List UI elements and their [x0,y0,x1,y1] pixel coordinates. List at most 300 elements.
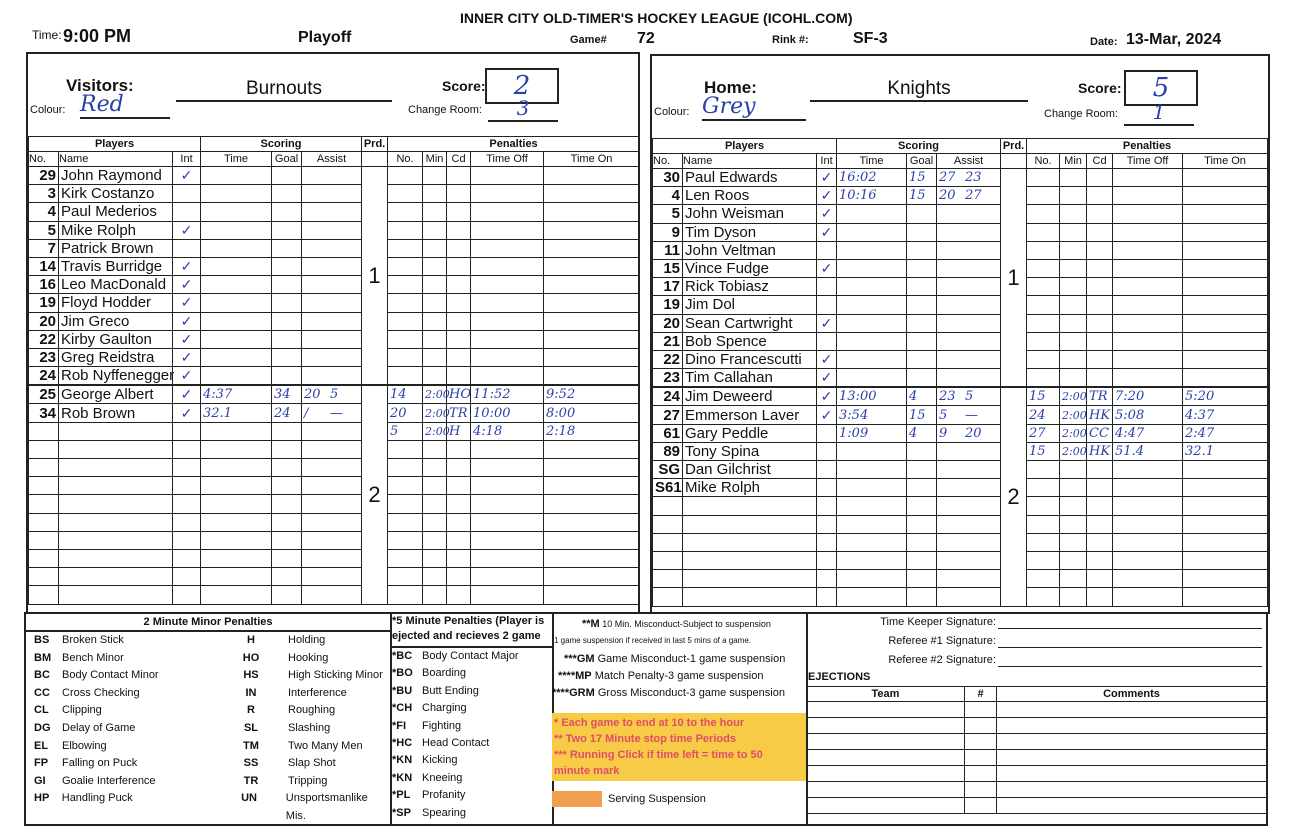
penalty-off[interactable] [1113,570,1183,588]
scoring-assist[interactable] [302,167,362,185]
player-number[interactable]: 19 [653,296,683,314]
scoring-goal[interactable] [907,588,937,606]
penalty-off[interactable]: 11:52 [471,385,544,404]
penalty-cd[interactable]: HK [1087,442,1113,460]
scoring-goal[interactable] [272,459,302,477]
player-name[interactable]: John Weisman [683,205,817,223]
penalty-on[interactable] [1183,278,1268,296]
penalty-no[interactable] [388,549,423,567]
penalty-no[interactable] [1027,479,1060,497]
intent-check[interactable] [173,549,201,567]
scoring-time[interactable] [837,296,907,314]
penalty-off[interactable] [471,477,544,495]
player-name[interactable] [59,513,173,531]
penalty-off[interactable] [471,239,544,257]
penalty-off[interactable] [471,167,544,185]
player-number[interactable]: 4 [653,187,683,205]
penalty-off[interactable] [1113,187,1183,205]
penalty-off[interactable] [1113,223,1183,241]
ejection-comments[interactable] [997,734,1267,750]
scoring-assist[interactable] [302,568,362,586]
penalty-no[interactable] [1027,570,1060,588]
penalty-off[interactable]: 10:00 [471,404,544,422]
penalty-min[interactable] [1060,169,1087,187]
player-number[interactable]: S61 [653,479,683,497]
scoring-goal[interactable] [272,422,302,440]
intent-check[interactable]: ✓ [817,350,837,368]
scoring-goal[interactable] [907,259,937,277]
player-name[interactable]: Dan Gilchrist [683,461,817,479]
penalty-no[interactable] [388,330,423,348]
penalty-on[interactable] [544,330,640,348]
penalty-off[interactable] [1113,241,1183,259]
scoring-time[interactable] [837,259,907,277]
intent-check[interactable]: ✓ [173,404,201,422]
penalty-no[interactable] [1027,259,1060,277]
scoring-time[interactable] [201,513,272,531]
penalty-cd[interactable] [447,495,471,513]
penalty-off[interactable] [1113,497,1183,515]
scoring-goal[interactable] [272,221,302,239]
penalty-on[interactable] [544,367,640,386]
penalty-on[interactable] [1183,551,1268,569]
penalty-on[interactable] [1183,314,1268,332]
penalty-on[interactable] [544,257,640,275]
penalty-cd[interactable] [1087,332,1113,350]
scoring-assist[interactable] [937,314,1001,332]
penalty-off[interactable]: 5:08 [1113,406,1183,424]
player-number[interactable]: 29 [29,167,59,185]
scoring-time[interactable] [201,312,272,330]
penalty-on[interactable] [1183,241,1268,259]
penalty-on[interactable]: 2:18 [544,422,640,440]
intent-check[interactable] [173,586,201,604]
player-number[interactable] [29,549,59,567]
intent-check[interactable]: ✓ [173,294,201,312]
player-number[interactable] [29,513,59,531]
ejection-team[interactable] [807,766,965,782]
player-name[interactable]: Bob Spence [683,332,817,350]
penalty-on[interactable] [544,203,640,221]
penalty-cd[interactable] [1087,241,1113,259]
scoring-assist[interactable] [937,223,1001,241]
intent-check[interactable] [817,497,837,515]
penalty-min[interactable] [1060,223,1087,241]
player-number[interactable]: 22 [653,350,683,368]
penalty-cd[interactable] [447,257,471,275]
penalty-on[interactable] [1183,515,1268,533]
scoring-goal[interactable] [907,497,937,515]
penalty-on[interactable] [1183,187,1268,205]
player-number[interactable]: 25 [29,385,59,404]
timekeeper-line[interactable] [998,628,1262,629]
scoring-assist[interactable] [937,350,1001,368]
player-name[interactable] [59,531,173,549]
scoring-goal[interactable] [907,570,937,588]
player-name[interactable] [59,459,173,477]
penalty-off[interactable] [471,348,544,366]
penalty-min[interactable] [423,513,447,531]
penalty-off[interactable] [1113,205,1183,223]
penalty-no[interactable] [388,495,423,513]
player-name[interactable]: Rob Nyffenegger [59,367,173,386]
penalty-cd[interactable] [1087,187,1113,205]
penalty-off[interactable] [1113,369,1183,388]
penalty-no[interactable] [388,294,423,312]
player-name[interactable]: Mike Rolph [683,479,817,497]
scoring-time[interactable] [201,495,272,513]
player-name[interactable] [59,477,173,495]
penalty-cd[interactable] [1087,479,1113,497]
scoring-goal[interactable] [907,461,937,479]
penalty-cd[interactable] [1087,497,1113,515]
scoring-time[interactable] [837,515,907,533]
scoring-goal[interactable]: 4 [907,387,937,406]
scoring-goal[interactable]: 24 [272,404,302,422]
penalty-no[interactable] [388,221,423,239]
penalty-off[interactable]: 4:18 [471,422,544,440]
penalty-off[interactable]: 51.4 [1113,442,1183,460]
intent-check[interactable]: ✓ [173,257,201,275]
penalty-no[interactable] [1027,314,1060,332]
penalty-cd[interactable] [447,568,471,586]
penalty-min[interactable] [423,459,447,477]
penalty-no[interactable] [1027,551,1060,569]
player-number[interactable] [653,515,683,533]
penalty-min[interactable] [423,221,447,239]
penalty-on[interactable] [544,440,640,458]
penalty-no[interactable] [388,312,423,330]
player-name[interactable]: Kirby Gaulton [59,330,173,348]
penalty-on[interactable] [544,167,640,185]
penalty-on[interactable] [1183,259,1268,277]
scoring-assist[interactable] [937,296,1001,314]
scoring-time[interactable] [201,568,272,586]
penalty-min[interactable] [423,495,447,513]
scoring-time[interactable]: 16:02 [837,169,907,187]
player-number[interactable]: 21 [653,332,683,350]
penalty-on[interactable] [544,294,640,312]
referee2-line[interactable] [998,666,1262,667]
scoring-assist[interactable] [937,551,1001,569]
penalty-no[interactable]: 27 [1027,424,1060,442]
intent-check[interactable] [173,477,201,495]
player-name[interactable]: Rick Tobiasz [683,278,817,296]
scoring-assist[interactable] [937,259,1001,277]
penalty-min[interactable] [1060,332,1087,350]
scoring-goal[interactable] [272,586,302,604]
penalty-min[interactable] [423,167,447,185]
penalty-min[interactable] [1060,187,1087,205]
ejection-team[interactable] [807,702,965,718]
scoring-goal[interactable] [907,350,937,368]
intent-check[interactable]: ✓ [817,387,837,406]
penalty-cd[interactable]: TR [447,404,471,422]
penalty-min[interactable] [1060,533,1087,551]
scoring-assist[interactable] [302,185,362,203]
penalty-cd[interactable] [1087,278,1113,296]
penalty-cd[interactable] [447,459,471,477]
penalty-cd[interactable] [1087,350,1113,368]
player-name[interactable]: Paul Mederios [59,203,173,221]
penalty-min[interactable] [423,531,447,549]
penalty-no[interactable] [1027,187,1060,205]
scoring-assist[interactable] [302,348,362,366]
penalty-off[interactable] [471,257,544,275]
penalty-off[interactable] [1113,350,1183,368]
player-name[interactable]: Kirk Costanzo [59,185,173,203]
scoring-assist[interactable] [302,276,362,294]
scoring-time[interactable] [201,294,272,312]
penalty-no[interactable]: 14 [388,385,423,404]
player-name[interactable] [683,570,817,588]
penalty-min[interactable] [1060,350,1087,368]
penalty-no[interactable]: 24 [1027,406,1060,424]
penalty-min[interactable] [1060,278,1087,296]
player-number[interactable]: 89 [653,442,683,460]
player-name[interactable] [683,533,817,551]
penalty-cd[interactable] [1087,205,1113,223]
penalty-cd[interactable] [447,477,471,495]
player-name[interactable]: Floyd Hodder [59,294,173,312]
scoring-assist[interactable] [302,586,362,604]
ejection-number[interactable] [965,782,997,798]
scoring-assist[interactable] [302,477,362,495]
penalty-off[interactable] [1113,296,1183,314]
scoring-assist[interactable] [937,479,1001,497]
player-number[interactable] [29,495,59,513]
intent-check[interactable] [817,533,837,551]
ejection-number[interactable] [965,750,997,766]
player-number[interactable]: 24 [29,367,59,386]
player-name[interactable]: Jim Deweerd [683,387,817,406]
player-name[interactable] [683,515,817,533]
scoring-goal[interactable] [907,223,937,241]
penalty-cd[interactable] [447,276,471,294]
penalty-cd[interactable] [1087,314,1113,332]
penalty-min[interactable] [423,586,447,604]
penalty-no[interactable] [1027,369,1060,388]
penalty-min[interactable] [423,294,447,312]
penalty-off[interactable]: 7:20 [1113,387,1183,406]
intent-check[interactable] [817,570,837,588]
player-number[interactable]: 34 [29,404,59,422]
player-name[interactable]: Len Roos [683,187,817,205]
penalty-on[interactable] [1183,223,1268,241]
penalty-min[interactable]: 2:00 [423,385,447,404]
intent-check[interactable]: ✓ [173,167,201,185]
penalty-no[interactable] [1027,533,1060,551]
penalty-cd[interactable]: CC [1087,424,1113,442]
penalty-min[interactable] [423,440,447,458]
ejection-number[interactable] [965,702,997,718]
penalty-no[interactable]: 5 [388,422,423,440]
penalty-on[interactable] [544,495,640,513]
scoring-time[interactable] [201,276,272,294]
scoring-time[interactable] [201,586,272,604]
penalty-cd[interactable] [447,330,471,348]
intent-check[interactable] [173,513,201,531]
penalty-off[interactable] [471,367,544,386]
player-name[interactable]: Mike Rolph [59,221,173,239]
intent-check[interactable] [173,203,201,221]
player-number[interactable] [29,586,59,604]
scoring-goal[interactable] [272,203,302,221]
penalty-no[interactable] [388,257,423,275]
scoring-assist[interactable] [302,221,362,239]
penalty-on[interactable] [1183,169,1268,187]
intent-check[interactable]: ✓ [817,169,837,187]
penalty-on[interactable] [1183,369,1268,388]
penalty-min[interactable] [423,568,447,586]
referee1-line[interactable] [998,647,1262,648]
player-name[interactable]: Tim Callahan [683,369,817,388]
penalty-cd[interactable] [447,586,471,604]
scoring-goal[interactable] [272,276,302,294]
penalty-cd[interactable]: HK [1087,406,1113,424]
penalty-off[interactable] [1113,551,1183,569]
scoring-time[interactable] [837,278,907,296]
penalty-off[interactable] [471,531,544,549]
ejection-number[interactable] [965,766,997,782]
scoring-goal[interactable] [272,531,302,549]
ejection-team[interactable] [807,782,965,798]
player-number[interactable]: 61 [653,424,683,442]
scoring-goal[interactable] [907,314,937,332]
scoring-assist[interactable] [302,513,362,531]
penalty-cd[interactable] [447,549,471,567]
scoring-assist[interactable] [937,533,1001,551]
intent-check[interactable] [817,241,837,259]
penalty-off[interactable] [1113,461,1183,479]
ejection-comments[interactable] [997,718,1267,734]
intent-check[interactable] [173,568,201,586]
scoring-goal[interactable] [907,479,937,497]
penalty-no[interactable] [388,276,423,294]
penalty-off[interactable] [471,294,544,312]
penalty-on[interactable]: 2:47 [1183,424,1268,442]
player-number[interactable]: 9 [653,223,683,241]
intent-check[interactable] [817,296,837,314]
penalty-cd[interactable]: TR [1087,387,1113,406]
scoring-goal[interactable]: 15 [907,187,937,205]
penalty-on[interactable]: 5:20 [1183,387,1268,406]
scoring-assist[interactable] [937,205,1001,223]
player-number[interactable]: 4 [29,203,59,221]
ejection-comments[interactable] [997,782,1267,798]
scoring-goal[interactable] [907,369,937,388]
scoring-assist[interactable] [302,203,362,221]
scoring-goal[interactable] [272,549,302,567]
player-name[interactable]: John Veltman [683,241,817,259]
penalty-cd[interactable] [447,294,471,312]
player-number[interactable]: 24 [653,387,683,406]
scoring-time[interactable] [837,461,907,479]
player-name[interactable]: John Raymond [59,167,173,185]
penalty-off[interactable] [1113,169,1183,187]
penalty-on[interactable] [544,348,640,366]
penalty-no[interactable] [1027,461,1060,479]
scoring-time[interactable] [201,531,272,549]
scoring-time[interactable] [201,549,272,567]
scoring-time[interactable] [837,369,907,388]
intent-check[interactable]: ✓ [817,369,837,388]
scoring-goal[interactable]: 4 [907,424,937,442]
penalty-on[interactable] [544,185,640,203]
penalty-min[interactable] [1060,551,1087,569]
intent-check[interactable]: ✓ [817,259,837,277]
intent-check[interactable] [817,424,837,442]
penalty-min[interactable] [423,549,447,567]
player-number[interactable]: 17 [653,278,683,296]
penalty-cd[interactable] [447,513,471,531]
scoring-time[interactable] [837,497,907,515]
intent-check[interactable] [173,422,201,440]
penalty-off[interactable] [471,203,544,221]
player-name[interactable]: Leo MacDonald [59,276,173,294]
penalty-min[interactable] [423,367,447,386]
penalty-cd[interactable] [447,221,471,239]
penalty-off[interactable]: 4:47 [1113,424,1183,442]
scoring-goal[interactable] [272,367,302,386]
scoring-goal[interactable] [272,185,302,203]
penalty-on[interactable] [1183,332,1268,350]
player-number[interactable]: 20 [29,312,59,330]
player-name[interactable] [683,551,817,569]
penalty-no[interactable] [388,185,423,203]
penalty-no[interactable] [388,513,423,531]
penalty-on[interactable] [544,221,640,239]
penalty-off[interactable] [1113,588,1183,606]
penalty-on[interactable] [1183,296,1268,314]
penalty-on[interactable] [1183,588,1268,606]
intent-check[interactable] [173,185,201,203]
scoring-assist[interactable] [302,495,362,513]
scoring-goal[interactable] [272,257,302,275]
penalty-off[interactable] [1113,515,1183,533]
scoring-goal[interactable]: 15 [907,406,937,424]
penalty-min[interactable]: 2:00 [1060,387,1087,406]
penalty-min[interactable] [423,312,447,330]
penalty-min[interactable] [1060,205,1087,223]
player-name[interactable] [59,422,173,440]
scoring-time[interactable] [837,479,907,497]
player-name[interactable]: Greg Reidstra [59,348,173,366]
penalty-no[interactable] [1027,223,1060,241]
scoring-time[interactable] [837,241,907,259]
penalty-on[interactable] [1183,570,1268,588]
scoring-time[interactable] [837,314,907,332]
scoring-time[interactable]: 3:54 [837,406,907,424]
intent-check[interactable] [817,332,837,350]
player-number[interactable] [29,422,59,440]
player-number[interactable]: 19 [29,294,59,312]
penalty-cd[interactable] [447,348,471,366]
penalty-cd[interactable]: H [447,422,471,440]
ejection-number[interactable] [965,798,997,814]
player-name[interactable]: Sean Cartwright [683,314,817,332]
penalty-min[interactable] [423,185,447,203]
scoring-assist[interactable] [937,497,1001,515]
player-number[interactable]: SG [653,461,683,479]
player-number[interactable] [29,568,59,586]
player-name[interactable] [59,495,173,513]
penalty-min[interactable] [1060,479,1087,497]
penalty-off[interactable] [471,185,544,203]
scoring-time[interactable] [201,348,272,366]
penalty-cd[interactable] [447,239,471,257]
ejection-number[interactable] [965,734,997,750]
